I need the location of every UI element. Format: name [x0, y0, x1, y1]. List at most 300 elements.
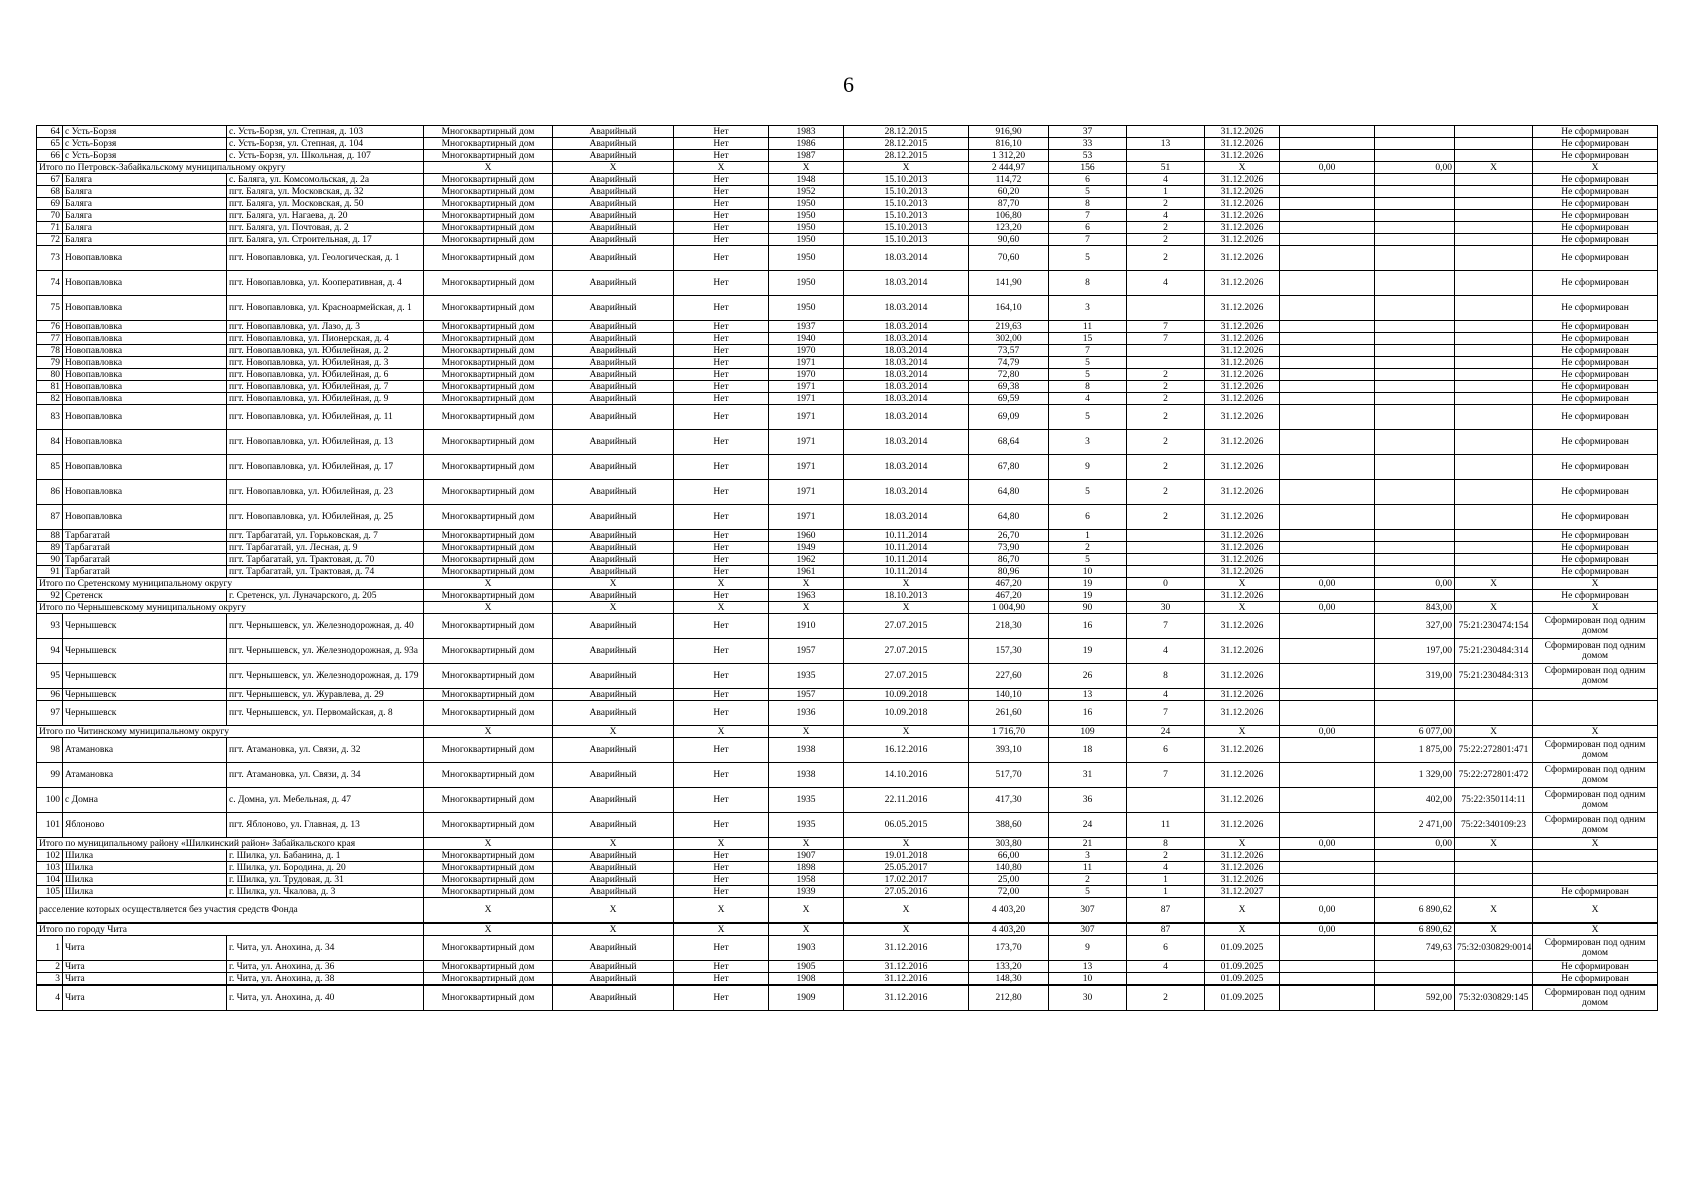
table-cell: Многоквартирный дом	[424, 234, 553, 246]
subtotal-label: Итого по Сретенскому муниципальному округу	[37, 578, 424, 590]
table-cell: 1	[1127, 886, 1205, 898]
table-cell: Не сформирован	[1533, 393, 1658, 405]
table-cell: Нет	[674, 886, 769, 898]
table-cell: 75:21:230484:313	[1455, 664, 1533, 689]
table-cell: 1950	[769, 246, 844, 271]
table-cell: Многоквартирный дом	[424, 530, 553, 542]
table-cell: 18.03.2014	[844, 381, 969, 393]
table-cell: 1950	[769, 222, 844, 234]
table-cell: 4	[37, 985, 63, 1011]
table-cell: 81	[37, 381, 63, 393]
table-cell: Многоквартирный дом	[424, 689, 553, 701]
table-cell: 31.12.2026	[1205, 150, 1280, 162]
table-cell: 1938	[769, 738, 844, 763]
table-cell	[1280, 357, 1375, 369]
table-cell: 99	[37, 763, 63, 788]
table-cell: 31.12.2026	[1205, 590, 1280, 602]
table-cell: Чернышевск	[63, 614, 227, 639]
table-cell: 2	[1127, 393, 1205, 405]
table-cell: 18.03.2014	[844, 369, 969, 381]
table-cell: Чернышевск	[63, 689, 227, 701]
table-cell: Новопавловка	[63, 405, 227, 430]
table-cell: пгт. Чернышевск, ул. Журавлева, д. 29	[227, 689, 424, 701]
table-cell: Не сформирован	[1533, 271, 1658, 296]
table-cell: Тарбагатай	[63, 566, 227, 578]
table-row	[37, 345, 1658, 357]
table-cell: пгт. Новопавловка, ул. Лазо, д. 3	[227, 321, 424, 333]
table-cell: Нет	[674, 271, 769, 296]
table-cell: Аварийный	[553, 296, 674, 321]
table-cell: X	[553, 923, 674, 936]
table-cell	[1455, 210, 1533, 222]
table-cell: 2 444,97	[969, 162, 1049, 174]
table-cell: Аварийный	[553, 566, 674, 578]
table-cell: Нет	[674, 701, 769, 726]
table-cell	[1375, 369, 1455, 381]
table-row	[37, 480, 1658, 505]
table-cell: 0,00	[1280, 162, 1375, 174]
table-cell: Многоквартирный дом	[424, 480, 553, 505]
table-cell	[1455, 296, 1533, 321]
table-cell: 01.09.2025	[1205, 936, 1280, 961]
table-cell: Нет	[674, 961, 769, 973]
table-cell	[1280, 321, 1375, 333]
table-cell: 27.07.2015	[844, 614, 969, 639]
table-row	[37, 788, 1658, 813]
table-cell: Шилка	[63, 874, 227, 886]
table-cell: X	[769, 162, 844, 174]
table-cell: Новопавловка	[63, 430, 227, 455]
table-cell: Многоквартирный дом	[424, 138, 553, 150]
table-cell	[1533, 862, 1658, 874]
table-cell	[1280, 198, 1375, 210]
table-cell: X	[769, 726, 844, 738]
table-cell	[1455, 138, 1533, 150]
table-cell: Нет	[674, 936, 769, 961]
table-cell	[1280, 271, 1375, 296]
table-cell: 33	[1049, 138, 1127, 150]
table-cell: Нет	[674, 174, 769, 186]
table-cell: 1 004,90	[969, 602, 1049, 614]
table-cell	[1280, 345, 1375, 357]
table-cell: Аварийный	[553, 210, 674, 222]
table-cell: 16.12.2016	[844, 738, 969, 763]
table-cell: пгт. Новопавловка, ул. Юбилейная, д. 7	[227, 381, 424, 393]
table-cell	[1375, 222, 1455, 234]
table-cell: Нет	[674, 369, 769, 381]
table-cell: Нет	[674, 393, 769, 405]
table-cell: с. Усть-Борзя, ул. Степная, д. 103	[227, 126, 424, 138]
table-cell: Новопавловка	[63, 455, 227, 480]
table-cell: 17.02.2017	[844, 874, 969, 886]
table-cell: 15.10.2013	[844, 198, 969, 210]
table-cell: 1	[1127, 186, 1205, 198]
table-row	[37, 381, 1658, 393]
table-cell: 79	[37, 357, 63, 369]
table-cell: 1 329,00	[1375, 763, 1455, 788]
table-cell: X	[844, 578, 969, 590]
table-cell: Не сформирован	[1533, 455, 1658, 480]
table-cell	[1127, 345, 1205, 357]
table-cell: 31.12.2026	[1205, 480, 1280, 505]
table-cell: Не сформирован	[1533, 505, 1658, 530]
table-cell: 69	[37, 198, 63, 210]
table-cell: 1957	[769, 689, 844, 701]
table-cell: X	[769, 923, 844, 936]
table-cell: 80	[37, 369, 63, 381]
table-cell	[1280, 985, 1375, 1011]
table-cell	[1127, 566, 1205, 578]
table-cell: 31.12.2026	[1205, 333, 1280, 345]
table-cell: 18.03.2014	[844, 455, 969, 480]
table-cell: 31.12.2026	[1205, 234, 1280, 246]
table-cell: 90	[1049, 602, 1127, 614]
table-cell: 6	[1127, 738, 1205, 763]
table-cell: Нет	[674, 862, 769, 874]
table-cell: Балягa	[63, 198, 227, 210]
table-cell: 8	[1049, 271, 1127, 296]
table-cell: Не сформирован	[1533, 542, 1658, 554]
table-cell: с. Усть-Борзя, ул. Школьная, д. 107	[227, 150, 424, 162]
table-cell	[1280, 614, 1375, 639]
table-cell: 261,60	[969, 701, 1049, 726]
table-cell: пгт. Новопавловка, ул. Геологическая, д. 1	[227, 246, 424, 271]
table-cell: 2	[1127, 198, 1205, 210]
table-cell: X	[1533, 923, 1658, 936]
table-cell	[1280, 763, 1375, 788]
table-cell: 7	[1049, 234, 1127, 246]
table-cell: пгт. Чернышевск, ул. Железнодорожная, д. 179	[227, 664, 424, 689]
table-cell: Нет	[674, 850, 769, 862]
table-cell: Не сформирован	[1533, 296, 1658, 321]
table-cell: 0,00	[1280, 898, 1375, 924]
subtotal-label: Итого по Петровск-Забайкальскому муниципальному округу	[37, 162, 424, 174]
table-cell: пгт. Новопавловка, ул. Юбилейная, д. 3	[227, 357, 424, 369]
table-cell	[1280, 874, 1375, 886]
table-cell: 1	[37, 936, 63, 961]
table-cell: X	[553, 838, 674, 850]
table-cell: 72	[37, 234, 63, 246]
table-cell: 6	[1049, 505, 1127, 530]
table-cell: Не сформирован	[1533, 405, 1658, 430]
table-cell: X	[1205, 898, 1280, 924]
table-cell: Нет	[674, 357, 769, 369]
table-cell	[1533, 689, 1658, 701]
table-cell	[1455, 345, 1533, 357]
table-cell: 1986	[769, 138, 844, 150]
table-cell	[1375, 505, 1455, 530]
table-cell: пгт. Новопавловка, ул. Кооперативная, д. 4	[227, 271, 424, 296]
table-cell: Многоквартирный дом	[424, 701, 553, 726]
table-cell: Нет	[674, 738, 769, 763]
table-cell: Аварийный	[553, 874, 674, 886]
table-cell: 393,10	[969, 738, 1049, 763]
table-cell: пгт. Атамановка, ул. Связи, д. 34	[227, 763, 424, 788]
table-cell	[1375, 210, 1455, 222]
table-cell: Не сформирован	[1533, 566, 1658, 578]
table-cell	[1280, 590, 1375, 602]
table-cell	[1455, 430, 1533, 455]
table-cell: 31.12.2026	[1205, 813, 1280, 838]
table-cell: 18.10.2013	[844, 590, 969, 602]
table-cell: г. Чита, ул. Анохина, д. 34	[227, 936, 424, 961]
table-cell: 7	[1049, 210, 1127, 222]
table-row	[37, 701, 1658, 726]
table-cell: 6 077,00	[1375, 726, 1455, 738]
table-cell: 75:21:230484:314	[1455, 639, 1533, 664]
table-cell	[1127, 357, 1205, 369]
table-cell	[1375, 296, 1455, 321]
table-cell: 31.12.2026	[1205, 357, 1280, 369]
table-cell: 87	[1127, 898, 1205, 924]
table-cell: 1940	[769, 333, 844, 345]
table-row	[37, 271, 1658, 296]
table-cell: 95	[37, 664, 63, 689]
table-cell: 24	[1127, 726, 1205, 738]
table-cell: 15.10.2013	[844, 174, 969, 186]
table-cell: X	[424, 726, 553, 738]
table-cell: 1938	[769, 763, 844, 788]
table-cell: X	[844, 162, 969, 174]
table-row	[37, 210, 1658, 222]
table-cell: Аварийный	[553, 455, 674, 480]
table-cell	[1127, 150, 1205, 162]
table-cell: 6 890,62	[1375, 898, 1455, 924]
table-cell: Нет	[674, 763, 769, 788]
table-cell: Аварийный	[553, 985, 674, 1011]
table-cell: 140,80	[969, 862, 1049, 874]
table-cell: 2	[1127, 455, 1205, 480]
table-cell: 69,09	[969, 405, 1049, 430]
table-cell: Нет	[674, 138, 769, 150]
table-cell: Не сформирован	[1533, 138, 1658, 150]
table-cell: Балягa	[63, 210, 227, 222]
table-cell: 31.12.2026	[1205, 210, 1280, 222]
table-cell	[1280, 813, 1375, 838]
table-cell: 31.12.2026	[1205, 738, 1280, 763]
table-row	[37, 186, 1658, 198]
table-row	[37, 321, 1658, 333]
table-cell: Многоквартирный дом	[424, 936, 553, 961]
table-row	[37, 689, 1658, 701]
table-cell: 87	[1127, 923, 1205, 936]
table-cell: Новопавловка	[63, 333, 227, 345]
table-cell: пгт. Атамановка, ул. Связи, д. 32	[227, 738, 424, 763]
table-row	[37, 357, 1658, 369]
table-cell: 27.07.2015	[844, 639, 969, 664]
table-row	[37, 566, 1658, 578]
table-cell	[1455, 357, 1533, 369]
table-row	[37, 542, 1658, 554]
table-cell: Чита	[63, 985, 227, 1011]
table-cell	[1455, 126, 1533, 138]
subtotal-label: Итого по Читинскому муниципальному округу	[37, 726, 424, 738]
table-cell: 5	[1049, 357, 1127, 369]
table-cell: Нет	[674, 813, 769, 838]
table-cell: 0,00	[1375, 162, 1455, 174]
table-cell: 1 875,00	[1375, 738, 1455, 763]
table-cell: Нет	[674, 150, 769, 162]
table-cell: 73,90	[969, 542, 1049, 554]
table-cell	[1280, 530, 1375, 542]
table-cell: 19.01.2018	[844, 850, 969, 862]
table-cell: 75:22:272801:471	[1455, 738, 1533, 763]
table-cell: 1903	[769, 936, 844, 961]
table-cell: 30	[1127, 602, 1205, 614]
table-cell: 7	[1127, 701, 1205, 726]
table-cell: Нет	[674, 788, 769, 813]
table-cell: 1971	[769, 357, 844, 369]
table-cell: X	[674, 578, 769, 590]
table-cell: 15	[1049, 333, 1127, 345]
table-cell: 3	[1049, 430, 1127, 455]
table-cell: Аварийный	[553, 381, 674, 393]
table-cell: X	[1455, 898, 1533, 924]
table-cell	[1375, 405, 1455, 430]
table-cell: Аварийный	[553, 333, 674, 345]
table-cell	[1375, 701, 1455, 726]
table-cell: 16	[1049, 614, 1127, 639]
table-cell	[1455, 590, 1533, 602]
table-cell: Тарбагатай	[63, 530, 227, 542]
table-cell: пгт. Новопавловка, ул. Юбилейная, д. 25	[227, 505, 424, 530]
table-cell: 1958	[769, 874, 844, 886]
table-cell	[1127, 590, 1205, 602]
table-cell: Новопавловка	[63, 271, 227, 296]
table-cell: 4 403,20	[969, 923, 1049, 936]
table-cell: Чита	[63, 961, 227, 973]
table-cell: X	[1533, 726, 1658, 738]
table-cell: Многоквартирный дом	[424, 763, 553, 788]
table-cell: пгт. Тарбагатай, ул. Трактовая, д. 70	[227, 554, 424, 566]
table-cell: Нет	[674, 234, 769, 246]
table-cell: 26,70	[969, 530, 1049, 542]
table-cell: 1971	[769, 455, 844, 480]
table-cell: 467,20	[969, 590, 1049, 602]
table-cell: 1909	[769, 985, 844, 1011]
table-cell: 102	[37, 850, 63, 862]
table-cell: 78	[37, 345, 63, 357]
table-row	[37, 664, 1658, 689]
table-cell: Многоквартирный дом	[424, 369, 553, 381]
table-cell: 18.03.2014	[844, 505, 969, 530]
table-cell: Аварийный	[553, 973, 674, 986]
table-cell: 31.12.2026	[1205, 430, 1280, 455]
table-row	[37, 936, 1658, 961]
table-cell: 0,00	[1280, 726, 1375, 738]
table-cell: Атамановка	[63, 763, 227, 788]
table-cell: 1908	[769, 973, 844, 986]
table-cell: 86	[37, 480, 63, 505]
subtotal-label: Итого по муниципальному району «Шилкинский район» Забайкальского края	[37, 838, 424, 850]
table-cell: 2	[1127, 369, 1205, 381]
table-cell: 11	[1049, 321, 1127, 333]
table-cell: пгт. Балягa, ул. Московская, д. 32	[227, 186, 424, 198]
table-cell: 0,00	[1280, 923, 1375, 936]
table-cell: 01.09.2025	[1205, 961, 1280, 973]
table-cell	[1280, 138, 1375, 150]
table-cell: Новопавловка	[63, 480, 227, 505]
table-cell: 15.10.2013	[844, 234, 969, 246]
table-cell: Тарбагатай	[63, 554, 227, 566]
table-cell: Аварийный	[553, 936, 674, 961]
table-cell: X	[1205, 602, 1280, 614]
table-cell	[1280, 664, 1375, 689]
table-cell: 2	[1127, 480, 1205, 505]
table-cell: 31.12.2016	[844, 961, 969, 973]
table-cell: 74	[37, 271, 63, 296]
table-cell: X	[1455, 726, 1533, 738]
table-cell: 31.12.2026	[1205, 664, 1280, 689]
table-cell	[1455, 405, 1533, 430]
table-cell: 18	[1049, 738, 1127, 763]
table-cell: 5	[1049, 554, 1127, 566]
table-cell: Чернышевск	[63, 639, 227, 664]
table-cell: 31.12.2026	[1205, 393, 1280, 405]
table-cell: Сформирован под одним домом	[1533, 738, 1658, 763]
table-cell: 18.03.2014	[844, 430, 969, 455]
table-cell: 31.12.2026	[1205, 321, 1280, 333]
table-row	[37, 505, 1658, 530]
table-cell: 31.12.2026	[1205, 788, 1280, 813]
table-cell: Не сформирован	[1533, 222, 1658, 234]
table-cell: 18.03.2014	[844, 393, 969, 405]
table-cell	[1375, 554, 1455, 566]
table-cell: 15.10.2013	[844, 222, 969, 234]
table-row	[37, 369, 1658, 381]
table-cell	[1280, 405, 1375, 430]
table-cell: Многоквартирный дом	[424, 333, 553, 345]
table-cell: 74,79	[969, 357, 1049, 369]
table-cell: Многоквартирный дом	[424, 246, 553, 271]
table-cell: 1970	[769, 369, 844, 381]
table-cell: г. Шилка, ул. Трудовая, д. 31	[227, 874, 424, 886]
table-cell: X	[424, 162, 553, 174]
table-cell: 1952	[769, 186, 844, 198]
table-cell: пгт. Балягa, ул. Почтовая, д. 2	[227, 222, 424, 234]
table-cell: Нет	[674, 973, 769, 986]
table-cell: Не сформирован	[1533, 198, 1658, 210]
table-cell: Аварийный	[553, 345, 674, 357]
table-cell: X	[424, 838, 553, 850]
table-cell: 31.12.2026	[1205, 138, 1280, 150]
table-cell: Аварийный	[553, 738, 674, 763]
table-cell: 51	[1127, 162, 1205, 174]
table-cell	[1280, 850, 1375, 862]
table-cell: 88	[37, 530, 63, 542]
table-cell: 18.03.2014	[844, 357, 969, 369]
table-cell: 31.12.2016	[844, 973, 969, 986]
table-cell: 100	[37, 788, 63, 813]
table-cell: 3	[1049, 296, 1127, 321]
table-row	[37, 126, 1658, 138]
table-cell: Нет	[674, 455, 769, 480]
table-cell: Не сформирован	[1533, 210, 1658, 222]
table-cell: Многоквартирный дом	[424, 886, 553, 898]
table-cell: 31.12.2026	[1205, 246, 1280, 271]
table-cell: 227,60	[969, 664, 1049, 689]
table-cell: X	[1533, 578, 1658, 590]
table-cell: 75:32:030829:0014	[1455, 936, 1533, 961]
table-cell: с Усть-Борзя	[63, 150, 227, 162]
table-cell	[1280, 973, 1375, 986]
table-cell	[1127, 542, 1205, 554]
table-cell: пгт. Новопавловка, ул. Красноармейская, д. 1	[227, 296, 424, 321]
table-cell: Многоквартирный дом	[424, 850, 553, 862]
table-cell: 90,60	[969, 234, 1049, 246]
table-cell: 7	[1127, 614, 1205, 639]
table-cell: X	[1455, 162, 1533, 174]
